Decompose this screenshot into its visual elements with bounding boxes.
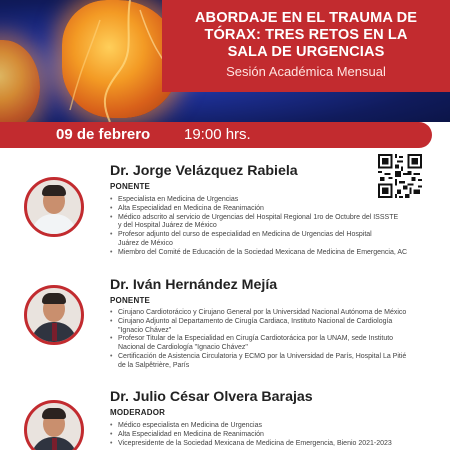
lung-illustration-left bbox=[0, 40, 40, 122]
speaker-2-bullets bbox=[110, 309, 440, 371]
list-item-continuation: "Ignacio Chávez" bbox=[118, 326, 172, 334]
speaker-2-role: PONENTE bbox=[110, 296, 151, 305]
avatar-hair bbox=[42, 293, 66, 304]
avatar-body bbox=[31, 214, 77, 237]
avatar-speaker-3 bbox=[24, 400, 84, 450]
list-item: • Cirujano Adjunto al Departamento de Cirugía Cardiaca, Instituto Nacional de Cardiología bbox=[110, 318, 440, 327]
hero-banner bbox=[0, 0, 450, 122]
event-time: 19:00 hrs. bbox=[184, 126, 251, 143]
list-item-continuation: y del Hospital Juárez de México bbox=[118, 222, 217, 230]
list-item: • Vicepresidente de la Sociedad Mexicana de Medicina de Emergencia, Bienio 2021-2023 bbox=[110, 440, 440, 449]
list-item: • Profesor Titular de la Especialidad en Cirugía Cardiotorácica por la UNAM, sede Instituto bbox=[110, 335, 440, 344]
date-bar bbox=[0, 122, 450, 148]
event-title-line-1: ABORDAJE EN EL TRAUMA DE bbox=[194, 10, 418, 26]
speaker-1-bullets bbox=[110, 196, 440, 258]
list-item: • Alta Especialidad en Medicina de Reanimación bbox=[110, 205, 440, 214]
list-item: • Certificación de Asistencia Circulatoria y ECMO por la Universidad de París, Hospital La Pitié bbox=[110, 353, 440, 362]
avatar-speaker-1 bbox=[24, 177, 84, 237]
event-title-line-3: SALA DE URGENCIAS bbox=[227, 44, 385, 60]
list-item-continuation: Juárez de México bbox=[118, 239, 173, 247]
list-item: • Profesor adjunto del curso de especialidad en Medicina de Urgencias del Hospital bbox=[110, 231, 440, 240]
avatar-tie bbox=[52, 438, 57, 450]
speaker-3-name: Dr. Julio César Olvera Barajas bbox=[110, 389, 313, 405]
speaker-3-bullets bbox=[110, 422, 440, 448]
avatar-hair bbox=[42, 408, 66, 419]
list-item: • Especialista en Medicina de Urgencias bbox=[110, 196, 440, 205]
speaker-1-role: PONENTE bbox=[110, 182, 151, 191]
avatar-speaker-2 bbox=[24, 285, 84, 345]
list-item-continuation: Nacional de Cardiología "Ignacio Chávez" bbox=[118, 344, 248, 352]
list-item: • Médico especialista en Medicina de Urgencias bbox=[110, 422, 440, 431]
title-box bbox=[162, 0, 450, 92]
list-item: • Cirujano Cardiotorácico y Cirujano General por la Universidad Nacional Autónoma de México bbox=[110, 309, 440, 318]
list-item: • Médico adscrito al servicio de Urgencias del Hospital Regional 1ro de Octubre del ISSSTE bbox=[110, 214, 440, 223]
list-item-continuation: de la Salpêtrière, París bbox=[118, 361, 190, 369]
speaker-2-name: Dr. Iván Hernández Mejía bbox=[110, 277, 278, 293]
qr-code-icon[interactable] bbox=[378, 154, 422, 198]
event-date: 09 de febrero bbox=[56, 126, 151, 143]
avatar-tie bbox=[52, 323, 57, 341]
speaker-1-name: Dr. Jorge Velázquez Rabiela bbox=[110, 163, 298, 179]
list-item: • Miembro del Comité de Educación de la Sociedad Mexicana de Medicina de Emergencia, AC bbox=[110, 249, 440, 258]
event-title-line-2: TÓRAX: TRES RETOS EN LA bbox=[204, 27, 408, 43]
avatar-hair bbox=[42, 185, 66, 196]
event-subtitle: Sesión Académica Mensual bbox=[226, 64, 386, 79]
list-item: • Alta Especialidad en Medicina de Reanimación bbox=[110, 431, 440, 440]
speaker-3-role: MODERADOR bbox=[110, 408, 166, 417]
